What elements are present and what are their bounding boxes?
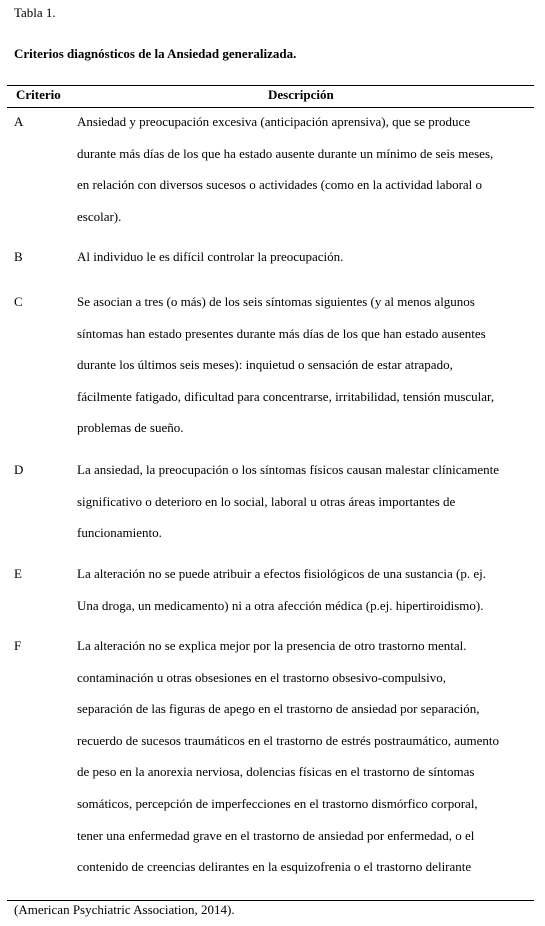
descripcion-line: durante los últimos seis meses): inquietud o sensación de estar atrapado, bbox=[77, 357, 453, 373]
table-source-note: (American Psychiatric Association, 2014). bbox=[14, 902, 235, 917]
criterio-label: B bbox=[14, 249, 23, 264]
table-bottom-rule bbox=[7, 900, 534, 901]
descripcion-line: separación de las figuras de apego en el trastorno de ansiedad por separación, bbox=[77, 701, 480, 717]
descripcion-cell bbox=[77, 106, 493, 232]
column-header-descripcion: Descripción bbox=[268, 87, 334, 102]
descripcion-line: contenido de creencias delirantes en la esquizofrenia o el trastorno delirante bbox=[77, 859, 472, 875]
descripcion-line: durante más días de los que ha estado ausente durante un mínimo de seis meses, bbox=[77, 145, 494, 161]
descripcion-line: funcionamiento. bbox=[77, 525, 162, 541]
descripcion-line: La ansiedad, la preocupación o los síntomas físicos causan malestar clínicamente bbox=[77, 462, 499, 477]
column-header-criterio: Criterio bbox=[16, 87, 61, 102]
descripcion-line: escolar). bbox=[77, 208, 122, 224]
descripcion-line: Al individuo le es difícil controlar la preocupación. bbox=[77, 249, 344, 264]
descripcion-cell bbox=[77, 286, 494, 444]
descripcion-line: Se asocian a tres (o más) de los seis síntomas siguientes (y al menos algunos bbox=[77, 294, 475, 309]
criterio-label: A bbox=[14, 114, 24, 129]
descripcion-line: síntomas han estado presentes durante más días de los que han estado ausentes bbox=[77, 325, 486, 341]
descripcion-line: fácilmente fatigado, dificultad para concentrarse, irritabilidad, tensión muscular, bbox=[77, 388, 495, 404]
descripcion-cell bbox=[77, 241, 343, 273]
criterio-label: F bbox=[14, 638, 22, 653]
descripcion-line: problemas de sueño. bbox=[77, 420, 184, 436]
descripcion-line: en relación con diversos sucesos o actividades (como en la actividad laboral o bbox=[77, 177, 483, 193]
descripcion-line: La alteración no se explica mejor por la presencia de otro trastorno mental. bbox=[77, 638, 467, 653]
descripcion-line: contaminación u otras obsesiones en el trastorno obsesivo-compulsivo, bbox=[77, 669, 446, 685]
descripcion-line: Ansiedad y preocupación excesiva (anticipación aprensiva), que se produce bbox=[77, 114, 471, 129]
table-caption: Tabla 1. bbox=[14, 5, 56, 20]
descripcion-line: de peso en la anorexia nerviosa, dolencias físicas en el trastorno de síntomas bbox=[77, 764, 475, 780]
descripcion-cell bbox=[77, 454, 499, 549]
descripcion-line: somáticos, percepción de imperfecciones en el trastorno dismórfico corporal, bbox=[77, 795, 478, 811]
criterio-label: D bbox=[14, 462, 24, 477]
descripcion-line: Una droga, un medicamento) ni a otra afección médica (p.ej. hipertiroidismo). bbox=[77, 597, 484, 613]
table-title: Criterios diagnósticos de la Ansiedad generalizada. bbox=[14, 46, 297, 61]
descripcion-line: tener una enfermedad grave en el trastorno de ansiedad por enfermedad, o el bbox=[77, 827, 475, 843]
descripcion-cell bbox=[77, 630, 499, 883]
descripcion-line: significativo o deterioro en lo social, laboral u otras áreas importantes de bbox=[77, 493, 456, 509]
criterio-label: E bbox=[14, 566, 22, 581]
descripcion-line: recuerdo de sucesos traumáticos en el trastorno de estrés postraumático, aumento bbox=[77, 732, 499, 748]
table-top-rule bbox=[7, 85, 534, 86]
descripcion-line: La alteración no se puede atribuir a efectos fisiológicos de una sustancia (p. ej. bbox=[77, 566, 486, 581]
descripcion-cell bbox=[77, 558, 486, 621]
criterio-label: C bbox=[14, 294, 23, 309]
